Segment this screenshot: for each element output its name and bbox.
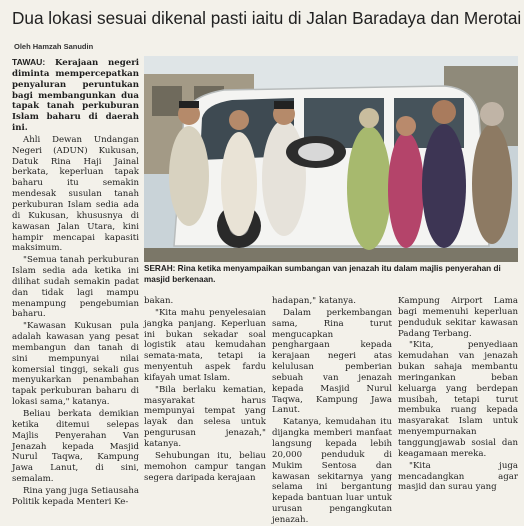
article-paragraph: "Bila berlaku kematian, masyarakat harus mempunyai tempat yang layak dan selesa untuk pengurusan jenazah," katanya. [144, 384, 266, 449]
dateline: TAWAU: [12, 57, 46, 67]
article-photo [144, 56, 518, 262]
lead-paragraph [12, 57, 139, 134]
article-paragraph: Sehubungan itu, beliau memohon campur tangan segera daripada kerajaan [144, 450, 266, 483]
article-paragraph: Beliau berkata demikian ketika ditemui selepas Majlis Penyerahan Van Jenazah kepada Masjid Nurul Taqwa, Kampung Jawa Lanut, di sini, semalam. [12, 409, 139, 485]
article-paragraph: "Kita, penyediaan kemudahan van jenazah bukan sahaja membantu meringankan beban keluarga yang berdepan musibah, tetapi turut membuka ruang kepada masyarakat Islam untuk menyempurnakan tanggungjawab sosial dan keagamaan mereka. [398, 340, 518, 459]
caption-label: SERAH: [144, 264, 176, 273]
photo-caption [144, 264, 518, 285]
article-column-3 [272, 296, 392, 525]
article-paragraph: Katanya, kemudahan itu dijangka memberi manfaat langsung kepada lebih 20,000 penduduk di Mukim Sentosa dan kawasan sekitarnya yang selama ini bergantung kepada bantuan luar untuk urusan pengangkutan jenazah. [272, 417, 392, 525]
photo-illustration [144, 56, 518, 262]
article-paragraph: "Kita mahu penyelesaian jangka panjang. Keperluan ini bukan sekadar soal logistik atau kemudahan semata-mata, tetapi ia menyentuh aspek fardu kifayah umat Islam. [144, 307, 266, 383]
article-paragraph: bakan. [144, 296, 174, 306]
article-paragraph: Kampung Airport Lama bagi memenuhi keperluan penduduk sekitar kawasan Padang Terbang. [398, 296, 518, 339]
caption-text: Rina ketika menyampaikan sumbangan van jenazah itu dalam majlis penyerahan di masjid berkenaan. [144, 264, 501, 284]
article-paragraph: Dalam perkembangan sama, Rina turut mengucapkan penghargaan kepada kerajaan negeri atas kelulusan pemberian sebuah van jenazah kepada Masjid Nurul Taqwa, Kampung Jawa Lanut. [272, 307, 392, 416]
article-headline: Dua lokasi sesuai dikenal pasti iaitu di Jalan Baradaya dan Merotai [12, 8, 522, 28]
article-column-1 [12, 57, 139, 507]
article-paragraph: "Semua tanah perkuburan Islam sedia ada ketika ini dilihat sudah semakin padat dan tidak lagi mampu menampung pengebumian baharu. [12, 255, 139, 320]
article-paragraph: "Kita juga mencadangkan agar masjid dan surau yang [398, 460, 518, 493]
article-column-4 [398, 296, 518, 493]
article-column-2 [144, 296, 266, 483]
article-paragraph: Rina yang juga Setiausaha Politik kepada Menteri Ke- [12, 485, 139, 507]
column-1-body [12, 135, 139, 508]
lead-text: Kerajaan negeri diminta mempercepatkan penyaluran peruntukan bagi membangunkan dua tapak tanah perkuburan Islam baharu di daerah ini. [12, 58, 139, 134]
article-paragraph: Ahli Dewan Undangan Negeri (ADUN) Kukusan, Datuk Rina Haji Jainal berkata, keperluan tapak baharu itu semakin mendesak susulan tanah perkuburan Islam sedia ada di Kukusan, khususnya di kawasan Jalan Utara, kini hampir mencapai kapasiti maksimum. [12, 134, 139, 254]
article-byline: Oleh Hamzah Sanudin [14, 42, 94, 51]
article-paragraph: "Kawasan Kukusan pula adalah kawasan yang pesat membangun dan tanah di sini mempunyai nilai komersial tinggi, sekali gus menyukarkan penambahan tapak perkuburan baharu di lokasi sama," katanya. [12, 321, 139, 408]
article-paragraph: hadapan," katanya. [272, 296, 357, 306]
